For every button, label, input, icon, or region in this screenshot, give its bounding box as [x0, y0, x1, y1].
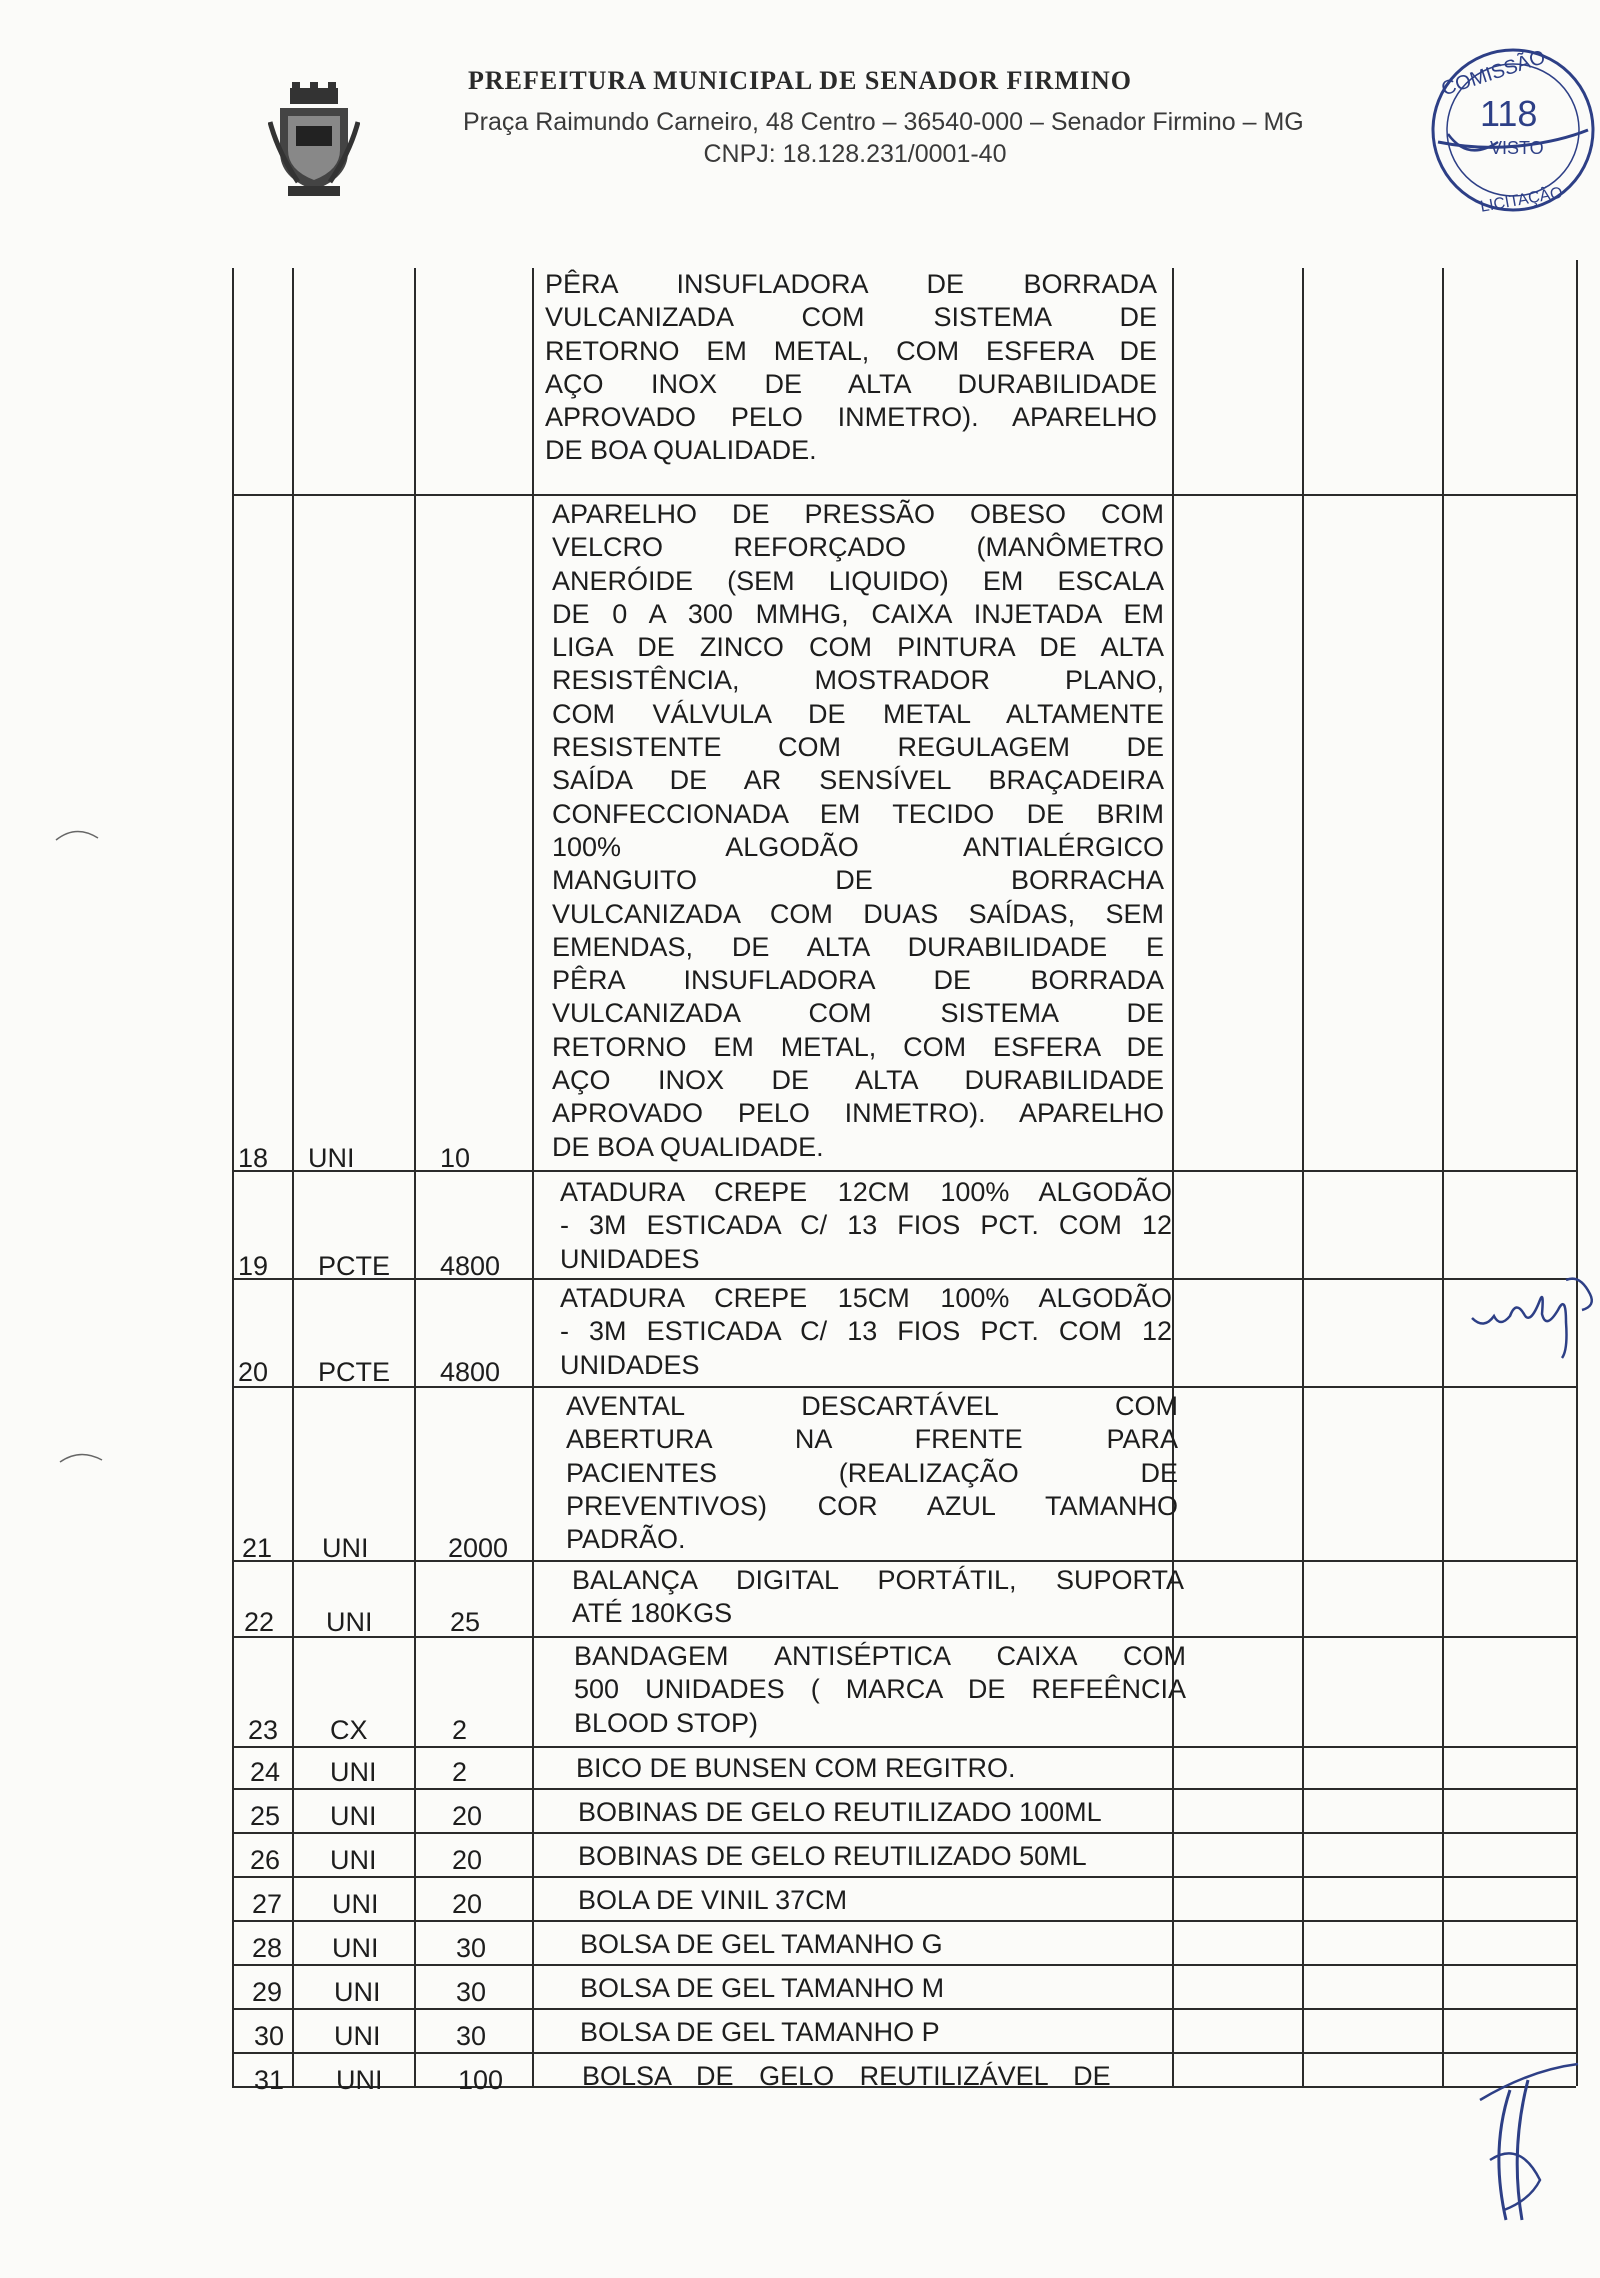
item-description: BOLSA DE GELO REUTILIZÁVEL DE	[582, 2061, 1111, 2091]
column-divider-unit	[292, 268, 294, 2086]
item-unit: PCTE	[318, 1251, 391, 1281]
item-number: 25	[250, 1801, 281, 1831]
stamp-bottom-text: LICITAÇÃO	[1479, 184, 1565, 216]
item-quantity: 4800	[440, 1251, 501, 1281]
item-unit: CX	[330, 1715, 368, 1745]
item-quantity: 10	[440, 1143, 471, 1173]
item-description: BANDAGEM ANTISÉPTICA CAIXA COM 500 UNIDADES ( MARCA DE REFEÊNCIA BLOOD STOP)	[574, 1641, 1186, 1738]
item-unit: PCTE	[318, 1357, 391, 1387]
row-line	[232, 1964, 1576, 1966]
item-quantity: 100	[458, 2065, 504, 2095]
row-line	[232, 494, 1576, 496]
stamp-number: 118	[1480, 93, 1538, 134]
item-number: 29	[252, 1977, 283, 2007]
item-description: AVENTAL DESCARTÁVEL COM ABERTURA NA FRENTE PARA PACIENTES (REALIZAÇÃO DE PREVENTIVOS) COR AZUL TAMANHO PADRÃO.	[566, 1391, 1178, 1555]
item-description: BOBINAS DE GELO REUTILIZADO 100ML	[578, 1797, 1102, 1827]
item-unit: UNI	[336, 2065, 383, 2095]
column-divider-qty	[414, 268, 416, 2086]
item-description-continued: PÊRA INSUFLADORA DE BORRADA VULCANIZADA COM SISTEMA DE RETORNO EM METAL, COM ESFERA DE AÇO INOX DE ALTA DURABILIDADE APROVADO PELO INMETRO). APARELHO DE BOA QUALIDADE.	[545, 269, 1157, 466]
item-quantity: 30	[456, 2021, 487, 2051]
column-divider-desc	[532, 268, 534, 2086]
table-border-left	[232, 268, 234, 2086]
item-number: 27	[252, 1889, 283, 1919]
row-line	[232, 2052, 1576, 2054]
item-quantity: 2	[452, 1715, 468, 1745]
margin-mark-icon	[56, 1444, 106, 1466]
item-quantity: 30	[456, 1933, 487, 1963]
organization-address: Praça Raimundo Carneiro, 48 Centro – 36540-000 – Senador Firmino – MG	[463, 108, 1304, 136]
item-number: 19	[238, 1251, 269, 1281]
item-number: 26	[250, 1845, 281, 1875]
item-quantity: 30	[456, 1977, 487, 2007]
item-description: BOBINAS DE GELO REUTILIZADO 50ML	[578, 1841, 1087, 1871]
stamp-visto: VISTO	[1490, 138, 1544, 158]
item-number: 18	[238, 1143, 269, 1173]
handwritten-signature-icon	[1470, 2060, 1580, 2230]
item-unit: UNI	[334, 1977, 381, 2007]
item-number: 22	[244, 1607, 275, 1637]
row-line	[232, 1636, 1576, 1638]
column-divider-total	[1302, 268, 1304, 2086]
item-description: ATADURA CREPE 12CM 100% ALGODÃO - 3M ESTICADA C/ 13 FIOS PCT. COM 12 UNIDADES	[560, 1177, 1172, 1274]
item-number: 23	[248, 1715, 279, 1745]
item-unit: UNI	[326, 1607, 373, 1637]
row-line	[232, 1560, 1576, 1562]
item-unit: UNI	[322, 1533, 369, 1563]
column-divider-price	[1172, 268, 1174, 2086]
item-number: 21	[242, 1533, 273, 1563]
table-border-right	[1576, 260, 1578, 2086]
row-line	[232, 1170, 1576, 1172]
item-quantity: 2	[452, 1757, 468, 1787]
item-description: BICO DE BUNSEN COM REGITRO.	[576, 1753, 1016, 1783]
item-description: ATADURA CREPE 15CM 100% ALGODÃO - 3M ESTICADA C/ 13 FIOS PCT. COM 12 UNIDADES	[560, 1283, 1172, 1380]
item-unit: UNI	[330, 1801, 377, 1831]
item-number: 24	[250, 1757, 281, 1787]
item-unit: UNI	[334, 2021, 381, 2051]
row-line	[232, 1278, 1576, 1280]
row-line	[232, 1746, 1576, 1748]
item-description: APARELHO DE PRESSÃO OBESO COM VELCRO REFORÇADO (MANÔMETRO ANERÓIDE (SEM LIQUIDO) EM ESCALA DE 0 A 300 MMHG, CAIXA INJETADA EM LIGA DE ZINCO COM PINTURA DE ALTA RESISTÊNCIA, MOSTRADOR PLANO, COM VÁLVULA DE METAL ALTAMENTE RESISTENTE COM REGULAGEM DE SAÍDA DE AR SENSÍVEL BRAÇADEIRA CONFECCIONADA EM TECIDO DE BRIM 100% ALGODÃO ANTIALÉRGICO MANGUITO DE BORRACHA VULCANIZADA COM DUAS SAÍDAS, SEM EMENDAS, DE ALTA DURABILIDADE E PÊRA INSUFLADORA DE BORRADA VULCANIZADA COM SISTEMA DE RETORNO EM METAL, COM ESFERA DE AÇO INOX DE ALTA DURABILIDADE APROVADO PELO INMETRO). APARELHO DE BOA QUALIDADE.	[552, 499, 1164, 1162]
margin-mark-icon	[52, 822, 102, 844]
item-description: BOLSA DE GEL TAMANHO G	[580, 1929, 943, 1959]
item-quantity: 2000	[448, 1533, 509, 1563]
item-quantity: 4800	[440, 1357, 501, 1387]
item-quantity: 20	[452, 1889, 483, 1919]
item-description: BALANÇA DIGITAL PORTÁTIL, SUPORTA ATÉ 180KGS	[572, 1565, 1184, 1629]
row-line	[232, 1788, 1576, 1790]
row-line	[232, 1920, 1576, 1922]
item-number: 30	[254, 2021, 285, 2051]
item-quantity: 20	[452, 1801, 483, 1831]
item-description: BOLA DE VINIL 37CM	[578, 1885, 848, 1915]
item-unit: UNI	[330, 1757, 377, 1787]
organization-name: PREFEITURA MUNICIPAL DE SENADOR FIRMINO	[467, 66, 1132, 95]
organization-cnpj: CNPJ: 18.128.231/0001-40	[703, 140, 1007, 168]
item-unit: UNI	[308, 1143, 355, 1173]
row-line	[232, 1386, 1576, 1388]
item-number: 20	[238, 1357, 269, 1387]
row-line	[232, 2008, 1576, 2010]
row-line	[232, 1832, 1576, 1834]
item-unit: UNI	[330, 1845, 377, 1875]
item-number: 28	[252, 1933, 283, 1963]
item-quantity: 20	[452, 1845, 483, 1875]
row-line	[232, 1876, 1576, 1878]
item-unit: UNI	[332, 1889, 379, 1919]
item-unit: UNI	[332, 1933, 379, 1963]
item-quantity: 25	[450, 1607, 481, 1637]
item-description: BOLSA DE GEL TAMANHO M	[580, 1973, 945, 2003]
item-description: BOLSA DE GEL TAMANHO P	[580, 2017, 940, 2047]
column-divider-brand	[1442, 268, 1444, 2086]
stamp-top-text: COMISSÃO	[1438, 46, 1549, 101]
item-number: 31	[254, 2065, 285, 2095]
handwritten-initials-icon	[1470, 1270, 1600, 1360]
